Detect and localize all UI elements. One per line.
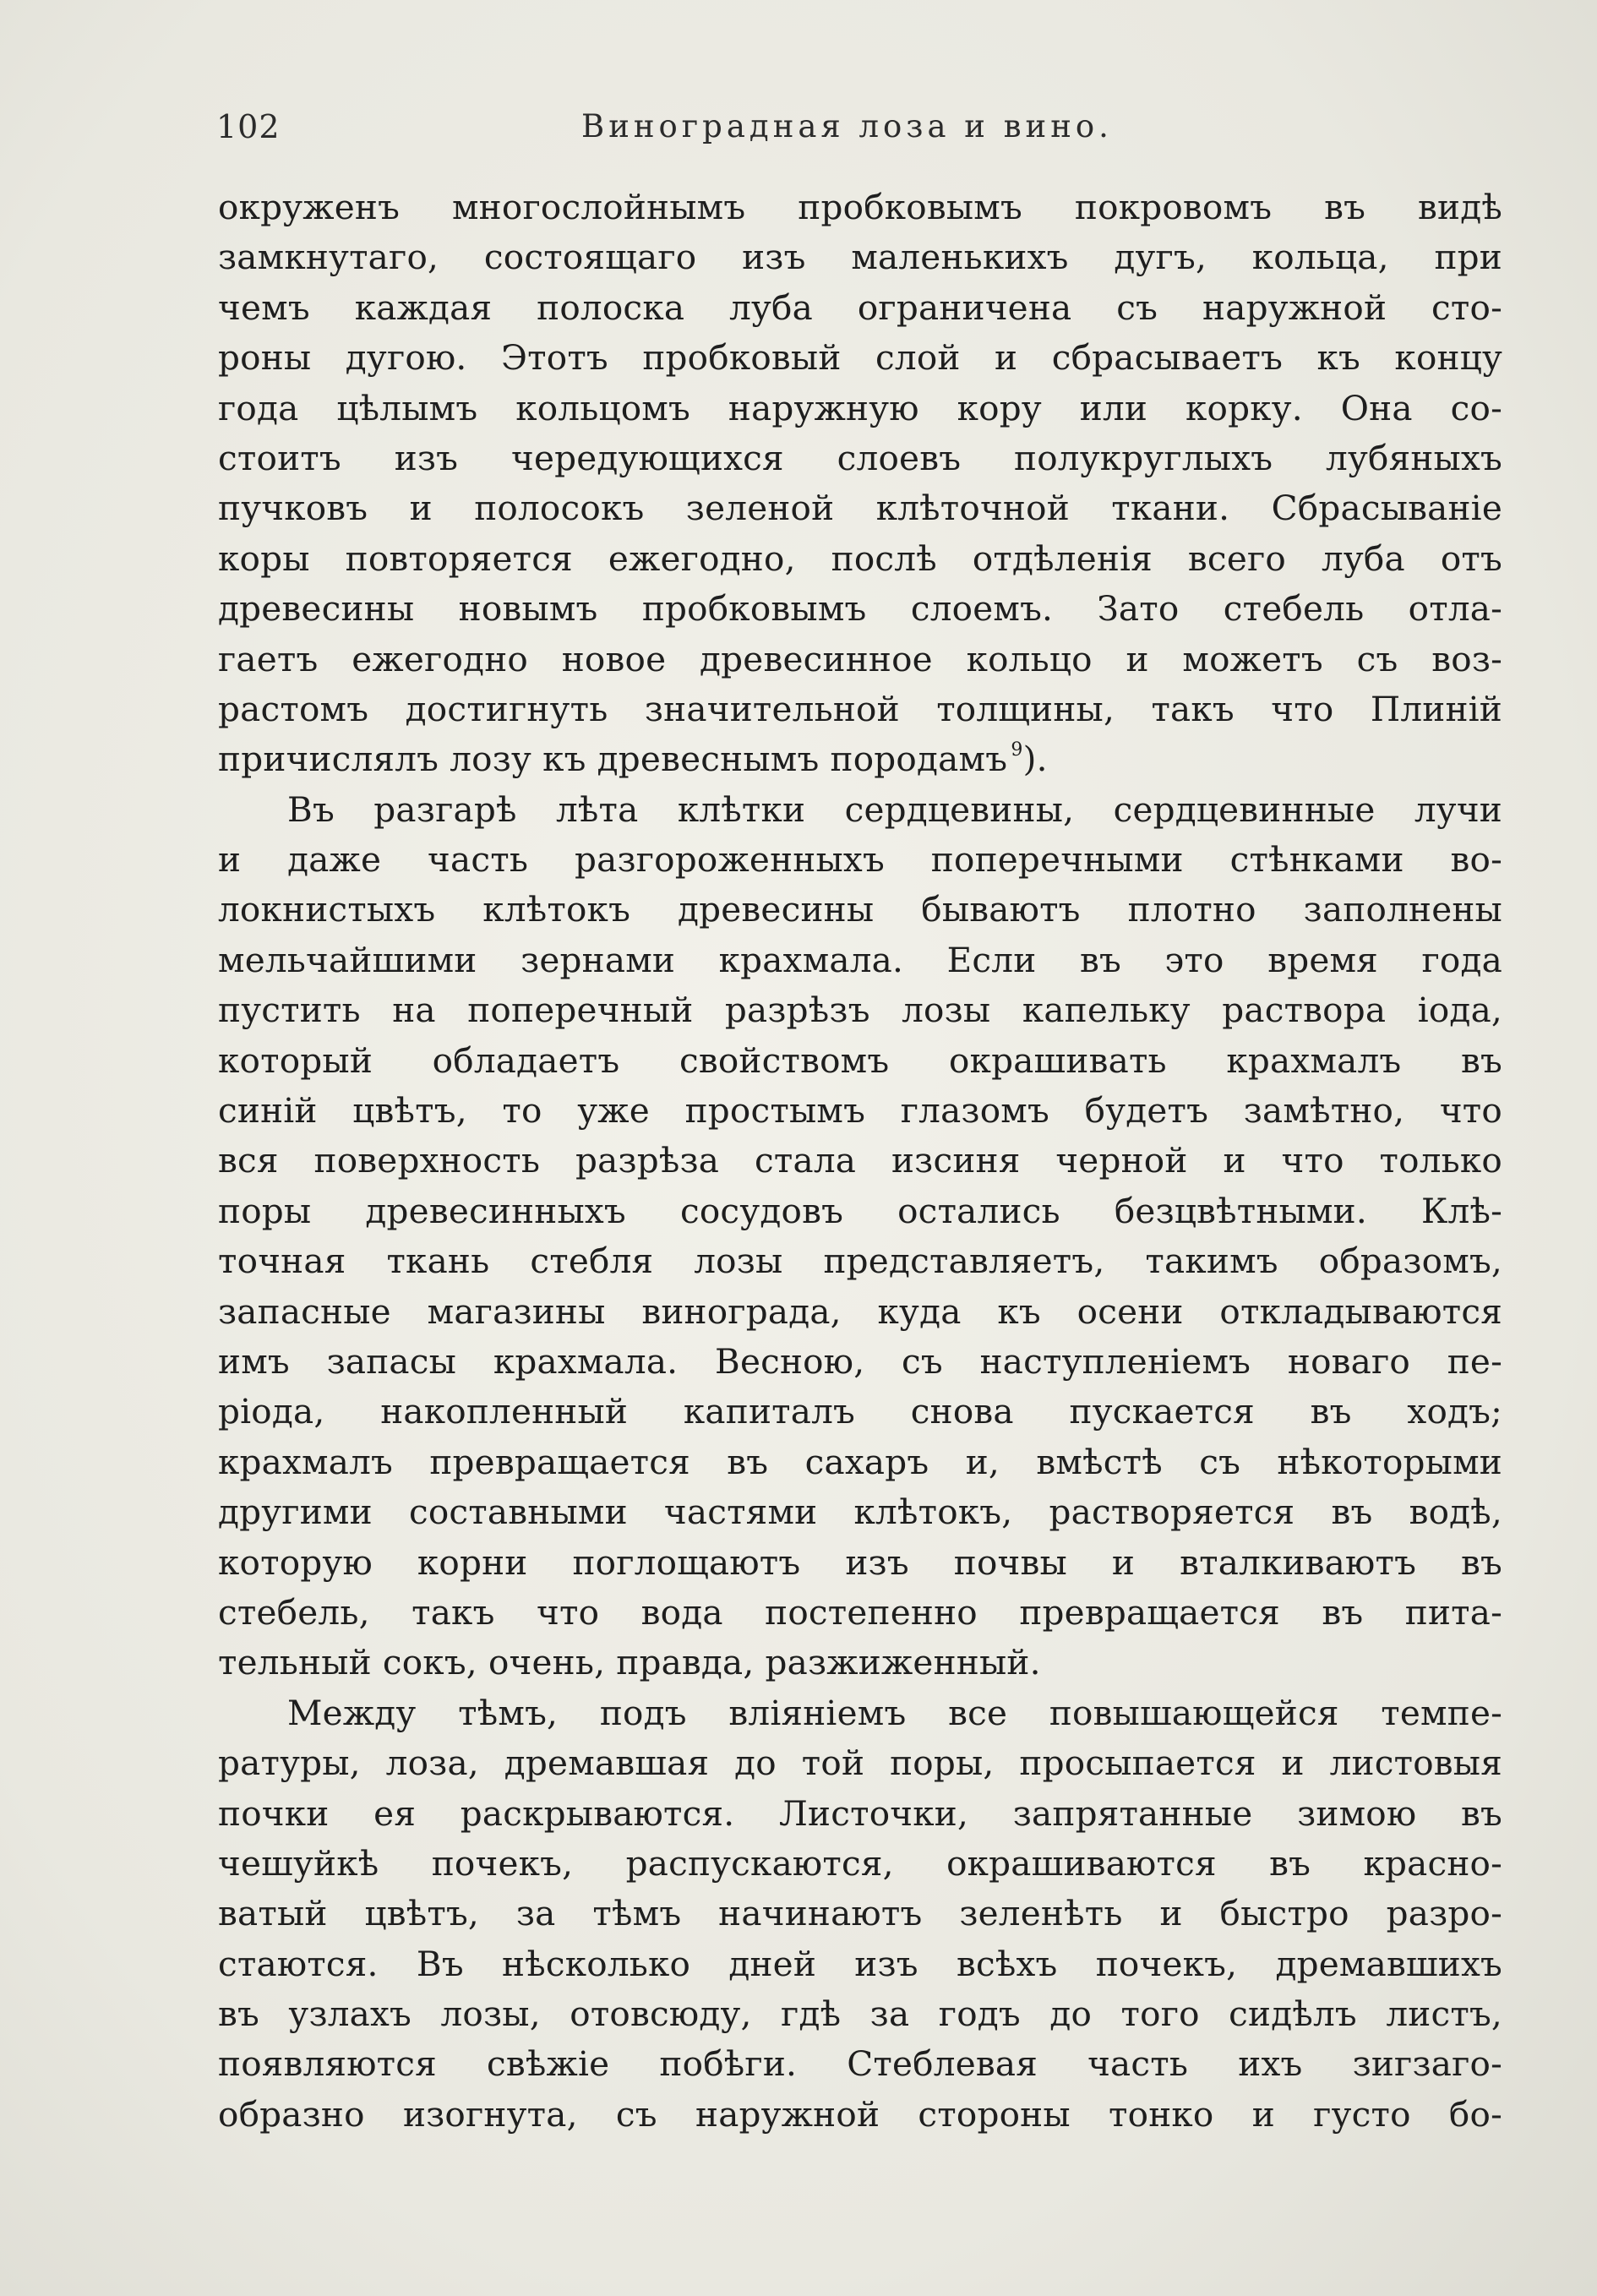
text-line: ватый цвѣтъ, за тѣмъ начинаютъ зеленѣть и быстро разро- [218, 1893, 1502, 1934]
text-line: стебель, такъ что вода постепенно превращается въ пита- [218, 1591, 1502, 1633]
text-line: поры древесинныхъ сосудовъ остались безцвѣтными. Клѣ- [218, 1190, 1502, 1231]
page-header [216, 108, 1509, 159]
text-line: Въ разгарѣ лѣта клѣтки сердцевины, сердцевинные лучи [287, 788, 1502, 830]
text-line: точная ткань стебля лозы представляетъ, такимъ образомъ, [218, 1241, 1502, 1282]
text-line: чемъ каждая полоска луба ограничена съ наружной сто- [218, 286, 1502, 328]
text-line: растомъ достигнуть значительной толщины, такъ что Плиній [218, 688, 1502, 729]
text-line: гаетъ ежегодно новое древесинное кольцо и можетъ съ воз- [218, 638, 1502, 679]
paragraph-3 [218, 1688, 1502, 2141]
page-number: 102 [216, 108, 281, 145]
text-line: чешуйкѣ почекъ, распускаются, окрашиваются въ красно- [218, 1842, 1502, 1884]
text-line: въ узлахъ лозы, отовсюду, гдѣ за годъ до того сидѣлъ листъ, [218, 1993, 1502, 2035]
text-line-last [218, 734, 1502, 784]
text-line: роны дугою. Этотъ пробковый слой и сбрасываетъ къ концу [218, 337, 1502, 379]
footnote-reference: 9 [1011, 739, 1023, 761]
text-line: другими составными частями клѣтокъ, растворяется въ водѣ, [218, 1492, 1502, 1533]
text-line: запасные магазины винограда, куда къ осени откладываются [218, 1290, 1502, 1332]
text-line: ріода, накопленный капиталъ снова пускается въ ходъ; [218, 1391, 1502, 1432]
text-line: древесины новымъ пробковымъ слоемъ. Зато стебель отла- [218, 588, 1502, 630]
text-line: коры повторяется ежегодно, послѣ отдѣленія всего луба отъ [218, 537, 1502, 579]
text-line: стаются. Въ нѣсколько дней изъ всѣхъ почекъ, дремавшихъ [218, 1943, 1502, 1984]
text-line: крахмалъ превращается въ сахаръ и, вмѣстѣ съ нѣкоторыми [218, 1441, 1502, 1482]
text-line: который обладаетъ свойствомъ окрашивать крахмалъ въ [218, 1039, 1502, 1081]
text-line: окруженъ многослойнымъ пробковымъ покровомъ въ видѣ [218, 187, 1502, 227]
text-line: стоитъ изъ чередующихся слоевъ полукруглыхъ лубяныхъ [218, 437, 1502, 478]
text-line: образно изогнута, съ наружной стороны тонко и густо бо- [218, 2093, 1502, 2135]
text-line: Между тѣмъ, подъ вліяніемъ все повышающейся темпе- [287, 1692, 1502, 1733]
text-line: появляются свѣжіе побѣги. Стеблевая часть ихъ зигзаго- [218, 2043, 1502, 2085]
text-line: вся поверхность разрѣза стала изсиня черной и что только [218, 1140, 1502, 1181]
text-line: пучковъ и полосокъ зеленой клѣточной ткани. Сбрасываніе [218, 488, 1502, 529]
text-line: локнистыхъ клѣтокъ древесины бываютъ плотно заполнены [218, 889, 1502, 930]
text-line-tail: ). [1022, 739, 1048, 780]
text-line: синій цвѣтъ, то уже простымъ глазомъ будетъ замѣтно, что [218, 1090, 1502, 1132]
text-line: имъ запасы крахмала. Весною, съ наступленіемъ новаго пе- [218, 1340, 1502, 1382]
paragraph-2 [218, 785, 1502, 1688]
text-line: и даже часть разгороженныхъ поперечными стѣнками во- [218, 839, 1502, 881]
running-title: Виноградная лоза и вино. [581, 108, 1113, 145]
body-text [218, 183, 1502, 2140]
text-line: тельный сокъ, очень, правда, разжиженный. [218, 1642, 1041, 1683]
text-line: ратуры, лоза, дремавшая до той поры, просыпается и листовыя [218, 1742, 1502, 1784]
text-line: года цѣлымъ кольцомъ наружную кору или корку. Она со- [218, 387, 1502, 428]
text-line: которую корни поглощаютъ изъ почвы и вталкиваютъ въ [218, 1541, 1502, 1583]
text-line: замкнутаго, состоящаго изъ маленькихъ дугъ, кольца, при [218, 237, 1502, 278]
text-line: пустить на поперечный разрѣзъ лозы капельку раствора іода, [218, 990, 1502, 1031]
paragraph-1 [218, 183, 1502, 785]
text-line-content: причислялъ лозу къ древеснымъ породамъ [218, 739, 1008, 780]
text-line: почки ея раскрываются. Листочки, запрятанные зимою въ [218, 1792, 1502, 1834]
text-line: мельчайшими зернами крахмала. Если въ это время года [218, 939, 1502, 980]
